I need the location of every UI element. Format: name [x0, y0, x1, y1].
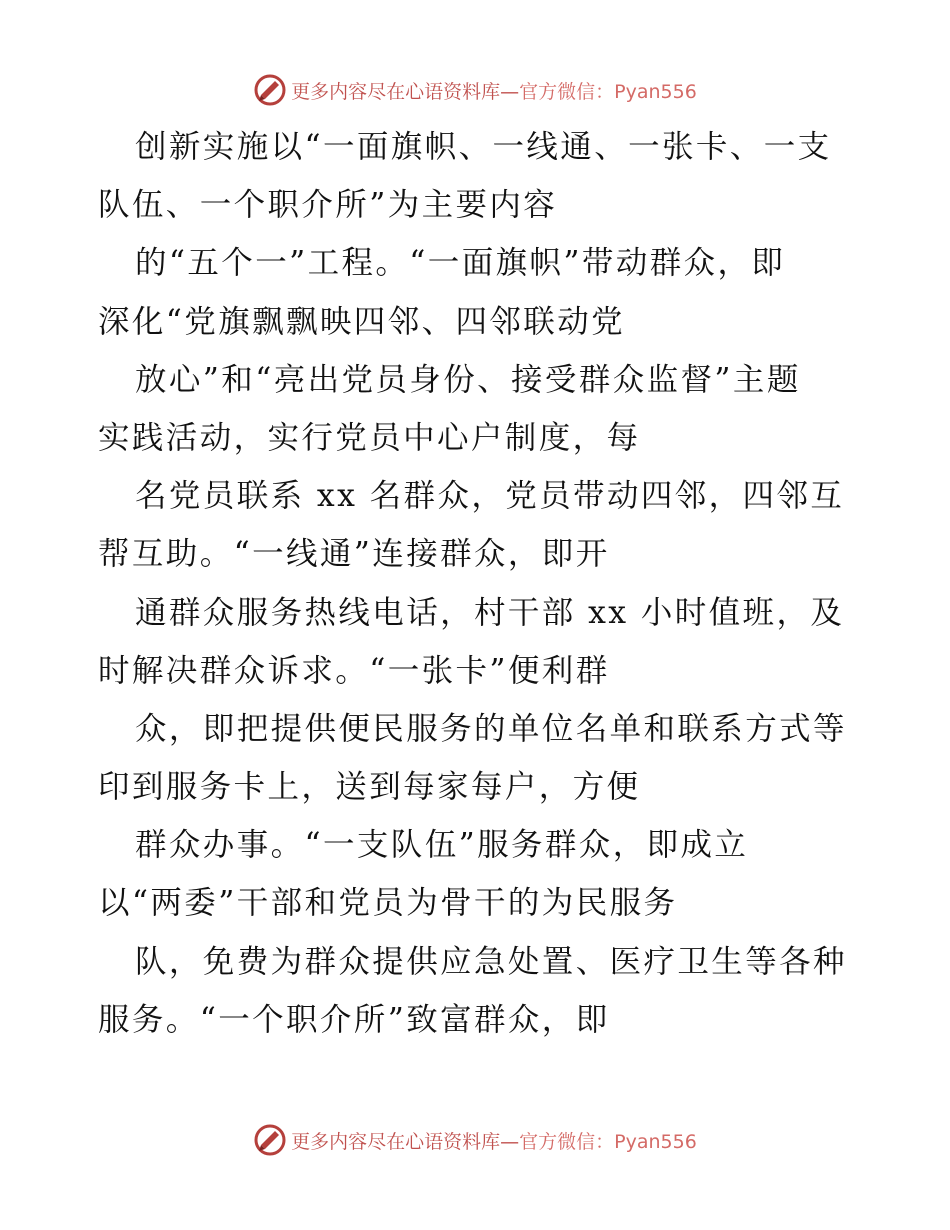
footer-banner-text: 更多内容尽在心语资料库—官方微信：Pyan556 [291, 1130, 697, 1153]
text-line: 创新实施以“一面旗帜、一线通、一张卡、一支 [135, 129, 832, 165]
header-banner-text: 更多内容尽在心语资料库—官方微信：Pyan556 [291, 80, 697, 103]
text-line: 放心”和“亮出党员身份、接受群众监督”主题 [135, 361, 801, 398]
pen-logo-icon [253, 73, 287, 107]
header-banner [0, 70, 950, 110]
document-body [98, 118, 858, 1049]
text-line: 服务。“一个职介所”致富群众，即 [98, 1001, 610, 1038]
text-line: 印到服务卡上，送到每家每户，方便 [98, 769, 641, 806]
footer-banner [0, 1120, 950, 1160]
text-line: 众，即把提供便民服务的单位名单和联系方式等 [135, 710, 847, 747]
text-line: 深化“党旗飘飘映四邻、四邻联动党 [98, 303, 626, 340]
text-line: 通群众服务热线电话，村干部 xx 小时值班，及 [135, 594, 845, 631]
text-line: 帮互助。“一线通”连接群众，即开 [98, 536, 610, 573]
pen-logo-icon [253, 1123, 287, 1157]
text-line: 队伍、一个职介所”为主要内容 [98, 187, 558, 224]
text-line: 群众办事。“一支队伍”服务群众，即成立 [135, 827, 749, 864]
text-line: 时解决群众诉求。“一张卡”便利群 [98, 652, 610, 689]
text-line: 名党员联系 xx 名群众，党员带动四邻，四邻互 [135, 478, 845, 515]
text-line: 的“五个一”工程。“一面旗帜”带动群众，即 [135, 245, 786, 282]
text-line: 实践活动，实行党员中心户制度，每 [98, 419, 641, 456]
text-line: 队，免费为群众提供应急处置、医疗卫生等各种 [135, 943, 847, 980]
text-line: 以“两委”干部和党员为骨干的为民服务 [98, 885, 678, 922]
